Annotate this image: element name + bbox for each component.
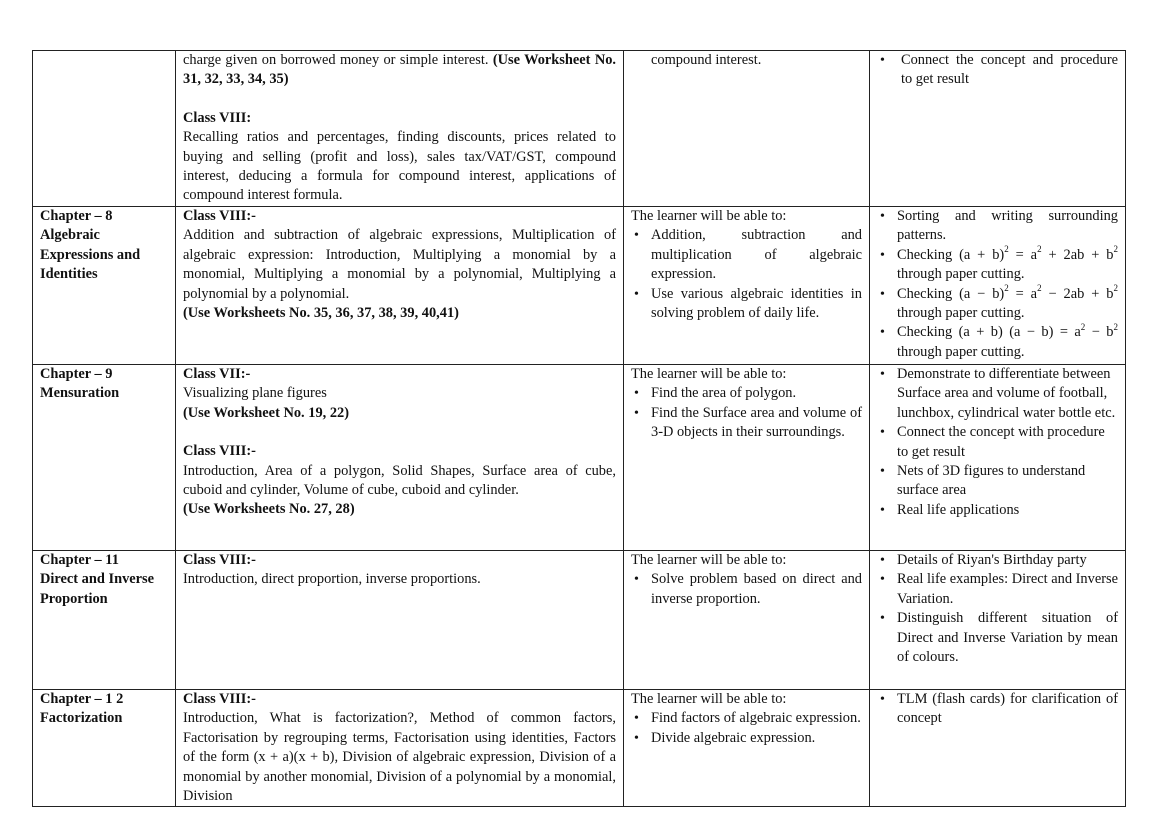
activities-cell	[870, 365, 1126, 551]
activities-cell	[870, 207, 1126, 365]
content-cell	[176, 51, 624, 207]
list-item: • Details of Riyan's Birthday party	[897, 551, 1118, 570]
class-label: Class VII:-	[183, 366, 251, 382]
activities-list	[877, 365, 1118, 520]
list-item: • Demonstrate to differentiate between Surface area and volume of football, lunchbox, cylindrical water bottle etc.	[897, 365, 1118, 423]
chapter-cell	[33, 551, 176, 690]
chapter-name: Factorization	[40, 710, 123, 727]
content-text: Addition and subtraction of algebraic expressions, Multiplication of algebraic expression: Introduction, Multiplying a monomial by a monomial, Multiplying a monomial by a polynomial, Multiplying a polynomial by a polynomial.	[183, 227, 616, 302]
class-label: Class VIII:-	[183, 691, 256, 707]
chapter-cell	[33, 207, 176, 365]
table-row	[33, 690, 1126, 807]
content-text: Recalling ratios and percentages, finding discounts, prices related to buying and selling (profit and loss), sales tax/VAT/GST, compound interest, deducing a formula for compound interest, applications of compound interest formula.	[183, 129, 616, 204]
outcomes-list	[631, 226, 862, 323]
chapter-cell	[33, 690, 176, 807]
list-item: • Solve problem based on direct and inverse proportion.	[651, 570, 862, 609]
list-item: • Find factors of algebraic expression.	[651, 709, 862, 728]
worksheet-ref: (Use Worksheets No. 27, 28)	[183, 501, 355, 518]
outcome-text: compound interest.	[651, 52, 762, 68]
table-row	[33, 51, 1126, 207]
list-item: • Distinguish different situation of Direct and Inverse Variation by mean of colours.	[897, 609, 1118, 667]
list-item: • Sorting and writing surrounding patterns.	[897, 207, 1118, 246]
outcome-cell	[624, 207, 870, 365]
content-text: charge given on borrowed money or simple interest. (Use Worksheet No. 31, 32, 33, 34, 35)	[183, 52, 616, 88]
class-label: Class VIII:	[183, 109, 252, 126]
list-item: • Connect the concept and procedure to get result	[897, 51, 1118, 90]
chapter-title: Chapter – 1 2	[40, 691, 124, 707]
class-label: Class VIII:-	[183, 208, 256, 224]
activities-list	[877, 51, 1118, 90]
content-text: Introduction, direct proportion, inverse proportions.	[183, 571, 481, 588]
activities-list	[877, 690, 1118, 729]
outcome-intro: The learner will be able to:	[631, 691, 787, 707]
content-cell	[176, 690, 624, 807]
content-text: Introduction, What is factorization?, Method of common factors, Factorisation by regrouping terms, Factorisation using identities, Factors of the form (x + a)(x + b), Division of algebraic expression, Division of a monomial by another monomial, Division of a polynomial by a monomial, Division	[183, 710, 616, 805]
list-item: • Find the Surface area and volume of 3-D objects in their surroundings.	[651, 404, 862, 443]
worksheet-ref: (Use Worksheets No. 35, 36, 37, 38, 39, 40,41)	[183, 305, 459, 322]
list-item: • Use various algebraic identities in solving problem of daily life.	[651, 285, 862, 324]
outcome-cell	[624, 365, 870, 551]
outcomes-list	[631, 384, 862, 442]
activities-cell	[870, 51, 1126, 207]
chapter-name: Direct and Inverse Proportion	[40, 571, 155, 607]
list-item: • Checking $(a + b)^2 = a^2 + 2ab + b^2$ through paper cutting.	[897, 246, 1118, 285]
outcome-intro: The learner will be able to:	[631, 208, 787, 224]
list-item: • TLM (flash cards) for clarification of concept	[897, 690, 1118, 729]
chapter-cell	[33, 365, 176, 551]
class-label: Class VIII:-	[183, 552, 256, 568]
activities-list	[877, 551, 1118, 667]
activities-cell	[870, 690, 1126, 807]
chapter-title: Chapter – 8	[40, 208, 113, 224]
list-item: • Real life examples: Direct and Inverse Variation.	[897, 570, 1118, 609]
list-item: • Real life applications	[897, 501, 1118, 520]
outcome-cell	[624, 51, 870, 207]
list-item: • Nets of 3D figures to understand surface area	[897, 462, 1118, 501]
content-cell	[176, 551, 624, 690]
list-item: • Checking $(a - b)^2 = a^2 - 2ab + b^2$ through paper cutting.	[897, 285, 1118, 324]
content-text: Visualizing plane figures	[183, 385, 327, 402]
chapter-title: Chapter – 11	[40, 552, 119, 568]
list-item: • Checking (a + b) $(a - b) = a^2 - b^2$ through paper cutting.	[897, 323, 1118, 362]
worksheet-ref: (Use Worksheet No. 19, 22)	[183, 404, 350, 421]
syllabus-table	[32, 50, 1126, 807]
outcomes-list	[631, 570, 862, 609]
outcome-intro: The learner will be able to:	[631, 366, 787, 382]
list-item: • Connect the concept with procedure to get result	[897, 423, 1118, 462]
outcome-cell	[624, 690, 870, 807]
list-item: • Addition, subtraction and multiplication of algebraic expression.	[651, 226, 862, 284]
content-text: Introduction, Area of a polygon, Solid Shapes, Surface area of cube, cuboid and cylinder, Volume of cube, cuboid and cylinder.	[183, 462, 616, 499]
table-row	[33, 551, 1126, 690]
table-row	[33, 207, 1126, 365]
outcomes-list	[631, 709, 862, 748]
outcome-intro: The learner will be able to:	[631, 552, 787, 568]
chapter-name: Mensuration	[40, 385, 120, 402]
activities-cell	[870, 551, 1126, 690]
outcome-cell	[624, 551, 870, 690]
chapter-name: Algebraic Expressions and Identities	[40, 227, 141, 283]
content-cell	[176, 207, 624, 365]
activities-list	[877, 207, 1118, 362]
chapter-title: Chapter – 9	[40, 366, 113, 382]
table-row	[33, 365, 1126, 551]
list-item: • Find the area of polygon.	[651, 384, 862, 403]
list-item: • Divide algebraic expression.	[651, 729, 862, 748]
chapter-cell	[33, 51, 176, 207]
class-label: Class VIII:-	[183, 443, 256, 460]
content-cell	[176, 365, 624, 551]
